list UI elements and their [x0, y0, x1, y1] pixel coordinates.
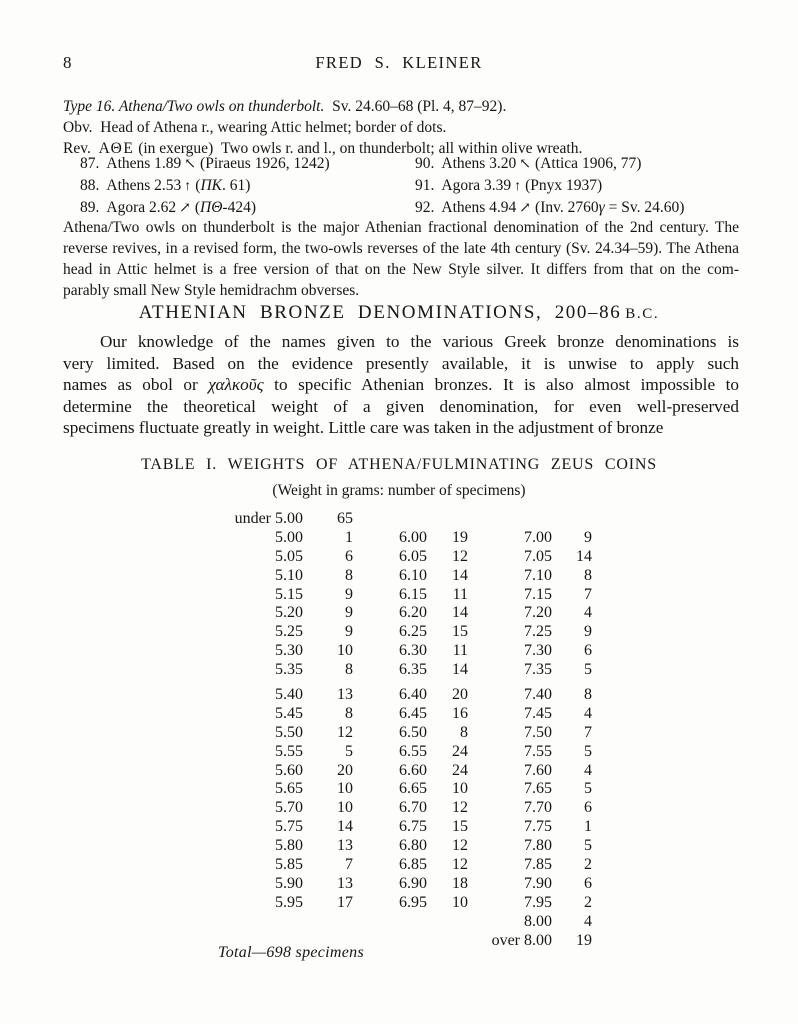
weight-cell: 5.40 — [275, 686, 303, 704]
specimen-count-cell: 9 — [584, 528, 592, 546]
weight-cell: 7.85 — [524, 856, 552, 874]
table-row — [215, 724, 592, 743]
weight-cell: 5.50 — [275, 723, 303, 741]
weight-cell: 6.15 — [399, 585, 427, 603]
weight-cell — [353, 913, 427, 932]
weight-cell: 6.30 — [399, 642, 427, 660]
weight-cell: 7.20 — [524, 604, 552, 622]
weight-cell: 5.05 — [275, 547, 303, 565]
weight-cell: 6.55 — [399, 742, 427, 760]
specimen-count-cell: 10 — [452, 893, 468, 911]
text-segment: specimens fluctuate greatly in weight. Little care was taken in the adjustment of bronze — [63, 418, 664, 438]
specimen-count-cell: 6 — [345, 547, 353, 565]
specimen-count-cell: 19 — [452, 528, 468, 546]
weight-cell: 6.50 — [399, 723, 427, 741]
specimen-count-cell: 14 — [337, 818, 353, 836]
section-heading-era: B.C. — [625, 306, 660, 322]
specimen-count-cell: 4 — [584, 704, 592, 722]
text-line — [63, 117, 739, 138]
weight-cell: 6.00 — [399, 528, 427, 546]
table-row — [215, 780, 592, 799]
specimen-count-cell: 6 — [584, 874, 592, 892]
specimen-count-cell: 8 — [460, 723, 468, 741]
weight-cell: 6.90 — [399, 874, 427, 892]
weight-cell: 7.10 — [524, 566, 552, 584]
text-segment: ΠΘ — [200, 199, 223, 216]
catalogue-type-entry — [63, 96, 739, 159]
table-row — [215, 762, 592, 781]
text-line — [63, 331, 739, 353]
weight-cell: 7.75 — [524, 818, 552, 836]
text-segment: ΠΚ — [200, 177, 223, 194]
weight-cell: 5.25 — [275, 623, 303, 641]
specimen-count-cell: 14 — [576, 547, 592, 565]
specimen-count-cell: 19 — [576, 931, 592, 949]
weight-cell: 6.45 — [399, 704, 427, 722]
coin-number: 90. — [415, 155, 435, 172]
die-axis-arrow-icon: ↑ — [514, 179, 522, 194]
text-segment: parably small New Style hemidrachm obverses. — [63, 282, 360, 299]
specimen-count-cell: 14 — [452, 604, 468, 622]
specimen-count-cell: 6 — [584, 799, 592, 817]
text-segment: Sv. 24.60–68 (Pl. 4, 87–92). — [324, 98, 507, 115]
coin-entry — [415, 175, 684, 197]
specimen-count-cell: 4 — [584, 912, 592, 930]
weights-frequency-table — [215, 510, 592, 950]
weight-cell: 7.90 — [524, 874, 552, 892]
weight-cell: 7.70 — [524, 799, 552, 817]
table-row — [215, 661, 592, 680]
specimen-count-cell: 10 — [337, 780, 353, 798]
table-row — [215, 586, 592, 605]
weight-cell — [353, 510, 427, 529]
weight-cell: 7.15 — [524, 585, 552, 603]
text-line — [63, 396, 739, 418]
text-segment: head in Attic helmet is a free version of that on the New Style silver. It differs from that on the com- — [63, 261, 739, 278]
table-row — [215, 705, 592, 724]
specimen-count-cell: 8 — [584, 566, 592, 584]
text-segment: (Inv. 2760 — [535, 199, 599, 216]
specimen-count-cell: 12 — [452, 856, 468, 874]
table-subtitle: (Weight in grams: number of specimens) — [272, 482, 526, 499]
weight-cell: 5.60 — [275, 761, 303, 779]
specimen-count-cell: 12 — [337, 723, 353, 741]
coin-entry — [80, 175, 330, 197]
specimen-count-cell: 8 — [345, 661, 353, 679]
weight-cell: 8.00 — [524, 912, 552, 930]
specimen-count-cell: 5 — [584, 837, 592, 855]
weight-cell: 6.25 — [399, 623, 427, 641]
specimen-count-cell: 1 — [584, 818, 592, 836]
text-segment: γ — [598, 199, 605, 216]
text-segment: ( — [195, 177, 201, 194]
specimen-count-cell: 13 — [337, 686, 353, 704]
text-segment: (Pnyx 1937) — [525, 177, 603, 194]
table-row — [215, 894, 592, 913]
table-row — [215, 743, 592, 762]
weight-cell: 7.50 — [524, 723, 552, 741]
weight-cell: 7.60 — [524, 761, 552, 779]
text-segment: very limited. Based on the evidence presently available, it is unwise to apply such — [63, 353, 739, 373]
weight-cell: 5.15 — [275, 585, 303, 603]
coin-number: 89. — [80, 199, 100, 216]
specimen-count-cell: 4 — [584, 604, 592, 622]
specimen-count-cell: 10 — [337, 642, 353, 660]
page-number: 8 — [63, 53, 72, 72]
coin-number: 92. — [415, 199, 435, 216]
specimen-count-cell: 2 — [584, 893, 592, 911]
weight-cell: under 5.00 — [234, 510, 303, 527]
specimen-count-cell: 24 — [452, 742, 468, 760]
coin-description: Athens 3.20 — [441, 155, 517, 172]
text-segment: χαλκοῦς — [208, 375, 264, 395]
weight-cell: over 8.00 — [491, 931, 552, 949]
weight-cell: 6.05 — [399, 547, 427, 565]
weight-cell: 5.75 — [275, 818, 303, 836]
weight-cell: 5.55 — [275, 742, 303, 760]
specimen-count-cell: 11 — [452, 642, 468, 660]
specimen-count-cell: 24 — [452, 761, 468, 779]
weight-cell — [468, 510, 552, 529]
specimen-count-cell: 20 — [452, 686, 468, 704]
weight-cell: 6.95 — [399, 893, 427, 911]
table-row — [215, 567, 592, 586]
weight-cell: 5.95 — [275, 893, 303, 911]
specimen-count-cell: 10 — [452, 780, 468, 798]
text-segment: . 61) — [222, 177, 251, 194]
section-heading — [0, 302, 798, 324]
specimen-count-cell: 4 — [584, 761, 592, 779]
text-segment: to specific Athenian bronzes. It is also almost impossible to — [263, 375, 739, 395]
specimen-count-cell: 14 — [452, 661, 468, 679]
coin-entry — [415, 153, 684, 175]
specimen-count-cell: 12 — [452, 799, 468, 817]
weight-cell: 5.90 — [275, 874, 303, 892]
weight-cell — [215, 913, 303, 932]
text-segment: Type 16. Athena/Two owls on thunderbolt. — [63, 98, 325, 115]
text-segment: -424) — [222, 199, 256, 216]
specimen-count-cell: 9 — [345, 585, 353, 603]
table-row — [215, 548, 592, 567]
coin-number: 87. — [80, 155, 100, 172]
weight-cell: 5.80 — [275, 837, 303, 855]
table-row — [215, 510, 592, 529]
weight-cell: 5.35 — [275, 661, 303, 679]
specimen-count-cell: 5 — [345, 742, 353, 760]
specimen-count-cell: 13 — [337, 874, 353, 892]
specimen-count-cell — [427, 510, 468, 529]
specimen-count-cell: 6 — [584, 642, 592, 660]
coin-entry — [80, 153, 330, 175]
text-segment: Rev. — [63, 140, 99, 157]
weight-cell: 6.85 — [399, 856, 427, 874]
text-line — [63, 217, 739, 238]
weight-cell: 7.65 — [524, 780, 552, 798]
coin-entry — [80, 197, 330, 219]
text-line — [63, 280, 739, 301]
specimen-count-cell: 20 — [337, 761, 353, 779]
specimen-count-cell: 8 — [345, 704, 353, 722]
text-segment: reverse revives, in a revised form, the two-owls reverses of the late 4th century (Sv. 24.34–59). The Athena — [63, 240, 739, 257]
weight-cell: 7.05 — [524, 547, 552, 565]
die-axis-arrow-icon: ↑ — [184, 179, 192, 194]
weight-cell — [353, 932, 427, 951]
weight-cell: 5.65 — [275, 780, 303, 798]
table-row — [215, 623, 592, 642]
specimen-count-cell: 7 — [584, 585, 592, 603]
specimen-count-cell: 11 — [452, 585, 468, 603]
body-paragraph — [63, 331, 739, 439]
weight-cell: 7.45 — [524, 704, 552, 722]
specimen-count-cell: 65 — [337, 510, 353, 527]
weight-cell: 7.95 — [524, 893, 552, 911]
text-segment: Obv. Head of Athena r., wearing Attic helmet; border of dots. — [63, 119, 447, 136]
text-segment: Our knowledge of the names given to the various Greek bronze denominations is — [100, 332, 739, 351]
specimen-count-cell: 5 — [584, 742, 592, 760]
weight-cell: 7.35 — [524, 661, 552, 679]
coin-description: Athens 2.53 — [106, 177, 182, 194]
weight-cell: 5.20 — [275, 604, 303, 622]
specimen-count-cell: 17 — [337, 893, 353, 911]
die-axis-arrow-icon: ↗ — [179, 201, 191, 216]
specimen-count-cell: 8 — [584, 686, 592, 704]
coin-list-right-column — [415, 153, 684, 219]
text-segment: ( — [194, 199, 201, 216]
commentary-paragraph — [63, 217, 739, 301]
coin-entry — [415, 197, 684, 219]
table-row — [215, 875, 592, 894]
weight-cell: 5.85 — [275, 856, 303, 874]
weight-cell: 7.55 — [524, 742, 552, 760]
specimen-count-cell: 13 — [337, 837, 353, 855]
text-segment: Athena/Two owls on thunderbolt is the major Athenian fractional denomination of the 2nd century. The — [63, 219, 739, 236]
coin-description: Athens 1.89 — [106, 155, 182, 172]
table-title: TABLE I. WEIGHTS OF ATHENA/FULMINATING ZEUS COINS — [141, 456, 657, 473]
specimen-count-cell: 15 — [452, 623, 468, 641]
weight-cell: 6.20 — [399, 604, 427, 622]
die-axis-arrow-icon: ↖ — [519, 157, 532, 172]
specimen-count-cell: 1 — [345, 528, 353, 546]
weight-cell: 5.70 — [275, 799, 303, 817]
specimen-count-cell: 8 — [345, 566, 353, 584]
weight-cell: 6.35 — [399, 661, 427, 679]
weight-cell: 5.45 — [275, 704, 303, 722]
text-segment: names as obol or — [63, 375, 209, 395]
specimen-count-cell: 9 — [584, 623, 592, 641]
weight-cell: 7.25 — [524, 623, 552, 641]
table-row — [215, 856, 592, 875]
table-total-line: Total—698 specimens — [218, 944, 365, 961]
weight-cell: 7.00 — [524, 528, 552, 546]
specimen-count-cell: 5 — [584, 780, 592, 798]
coin-list-left-column — [80, 153, 330, 219]
table-row — [215, 604, 592, 623]
table-row — [215, 529, 592, 548]
coin-description: Athens 4.94 — [441, 199, 517, 216]
specimen-count-cell: 10 — [337, 799, 353, 817]
specimen-count-cell: 12 — [452, 547, 468, 565]
weight-cell: 5.10 — [275, 566, 303, 584]
specimen-count-cell — [303, 913, 353, 932]
table-row — [215, 799, 592, 818]
text-line — [63, 238, 739, 259]
weight-cell: 7.40 — [524, 686, 552, 704]
weight-cell: 6.10 — [399, 566, 427, 584]
weight-cell: 6.80 — [399, 837, 427, 855]
text-segment: ΑΘΕ — [98, 140, 135, 157]
die-axis-arrow-icon: ↖ — [184, 157, 197, 172]
specimen-count-cell — [427, 932, 468, 951]
specimen-count-cell: 14 — [452, 566, 468, 584]
table-row — [215, 837, 592, 856]
specimen-count-cell: 7 — [584, 723, 592, 741]
coin-description: Agora 3.39 — [441, 177, 512, 194]
specimen-count-cell: 2 — [584, 856, 592, 874]
die-axis-arrow-icon: ↗ — [519, 201, 532, 216]
weight-cell: 6.75 — [399, 818, 427, 836]
specimen-count-cell: 9 — [345, 623, 353, 641]
text-segment: = Sv. 24.60) — [604, 199, 685, 216]
specimen-count-cell: 16 — [452, 704, 468, 722]
specimen-count-cell: 18 — [452, 874, 468, 892]
text-segment: (Attica 1906, 77) — [535, 155, 642, 172]
specimen-count-cell: 7 — [345, 856, 353, 874]
table-row — [215, 913, 592, 932]
weight-cell: 5.00 — [275, 528, 303, 546]
specimen-count-cell: 12 — [452, 837, 468, 855]
text-line — [63, 417, 739, 439]
running-head-author: FRED S. KLEINER — [315, 53, 483, 72]
weight-cell: 6.60 — [399, 761, 427, 779]
text-line — [63, 353, 739, 375]
weight-cell: 6.70 — [399, 799, 427, 817]
text-segment: (Piraeus 1926, 1242) — [200, 155, 330, 172]
table-row — [215, 686, 592, 705]
text-line — [63, 96, 739, 117]
weight-cell: 6.40 — [399, 686, 427, 704]
coin-number: 91. — [415, 177, 435, 194]
coin-number: 88. — [80, 177, 100, 194]
weight-cell: 5.30 — [275, 642, 303, 660]
text-segment: determine the theoretical weight of a given denomination, for even well-preserved — [63, 396, 739, 416]
table-row — [215, 642, 592, 661]
text-line — [63, 374, 739, 396]
weight-cell: 7.30 — [524, 642, 552, 660]
section-heading-text: ATHENIAN BRONZE DENOMINATIONS, 200–86 — [138, 302, 622, 323]
specimen-count-cell: 5 — [584, 661, 592, 679]
text-line — [63, 259, 739, 280]
weight-cell: 7.80 — [524, 837, 552, 855]
coin-description: Agora 2.62 — [106, 199, 177, 216]
specimen-count-cell: 9 — [345, 604, 353, 622]
specimen-count-cell — [427, 913, 468, 932]
weight-cell: 6.65 — [399, 780, 427, 798]
table-row — [215, 818, 592, 837]
specimen-count-cell: 15 — [452, 818, 468, 836]
specimen-count-cell — [552, 510, 592, 529]
text-segment: (in exergue) Two owls r. and l., on thunderbolt; all within olive wreath. — [134, 140, 583, 157]
